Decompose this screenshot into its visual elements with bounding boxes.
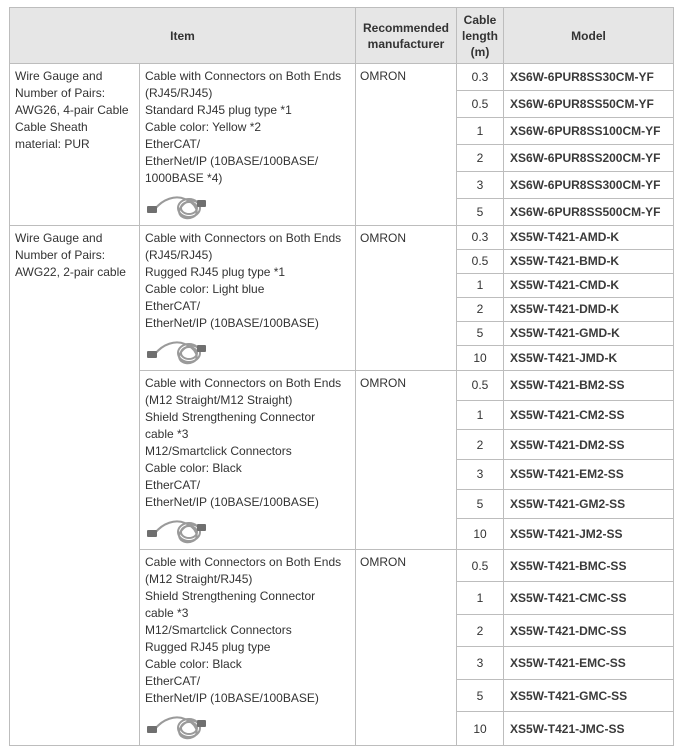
header-manufacturer <box>356 8 457 64</box>
cable-length-cell: 0.3 <box>457 64 504 91</box>
cable-description-line: M12/Smartclick Connectors <box>145 623 292 637</box>
manufacturer-cell: OMRON <box>356 226 457 371</box>
cable-description-line: Standard RJ45 plug type *1 <box>145 103 292 117</box>
rj45-coiled-cable-icon <box>145 189 207 223</box>
model-number-cell: XS5W-T421-DMC-SS <box>504 614 674 646</box>
cable-length-cell: 5 <box>457 321 504 345</box>
cable-description-cell <box>140 371 356 550</box>
cable-description-line: Cable color: Black <box>145 657 242 671</box>
cable-description-line: Shield Strengthening Connector <box>145 589 316 603</box>
cable-description-line: cable *3 <box>145 606 189 620</box>
model-number-cell: XS5W-T421-CMD-K <box>504 273 674 297</box>
cable-description-line: (RJ45/RJ45) <box>145 248 213 262</box>
cable-description-line: Cable color: Light blue <box>145 282 265 296</box>
model-number-cell: XS5W-T421-BMC-SS <box>504 550 674 582</box>
cable-length-cell: 10 <box>457 519 504 550</box>
cable-description-line: Cable with Connectors on Both Ends <box>145 555 342 569</box>
wire-spec-cell <box>10 64 140 226</box>
cable-description-line: Cable color: Black <box>145 461 242 475</box>
wire-spec-line: Number of Pairs: <box>15 86 106 100</box>
header-length-line: (m) <box>470 44 490 59</box>
manufacturer-cell: OMRON <box>356 371 457 550</box>
wire-spec-line: Wire Gauge and <box>15 69 103 83</box>
model-number-cell: XS5W-T421-JM2-SS <box>504 519 674 550</box>
cable-description-line: Cable color: Yellow *2 <box>145 120 262 134</box>
cable-description-line: EtherCAT/ <box>145 674 201 688</box>
cable-length-cell: 2 <box>457 297 504 321</box>
cable-description-cell <box>140 550 356 746</box>
cable-description-line: EtherNet/IP (10BASE/100BASE) <box>145 691 319 705</box>
rj45-coiled-cable-icon <box>145 334 207 368</box>
model-number-cell: XS5W-T421-EM2-SS <box>504 459 674 489</box>
cable-description-line: EtherCAT/ <box>145 137 201 151</box>
cable-description-line: 1000BASE *4) <box>145 171 223 185</box>
model-number-cell: XS6W-6PUR8SS500CM-YF <box>504 199 674 226</box>
cable-description-line: EtherCAT/ <box>145 478 201 492</box>
model-number-cell: XS5W-T421-BM2-SS <box>504 371 674 401</box>
model-number-cell: XS5W-T421-AMD-K <box>504 226 674 250</box>
header-length-line: length <box>462 28 498 43</box>
cable-length-cell: 0.5 <box>457 550 504 582</box>
cable-description-line: cable *3 <box>145 427 189 441</box>
model-number-cell: XS6W-6PUR8SS300CM-YF <box>504 172 674 199</box>
wire-spec-line: material: PUR <box>15 137 90 151</box>
cable-length-cell: 5 <box>457 489 504 519</box>
cable-spec-table <box>9 7 674 746</box>
cable-length-cell: 5 <box>457 679 504 711</box>
manufacturer-cell: OMRON <box>356 550 457 746</box>
model-number-cell: XS5W-T421-GMD-K <box>504 321 674 345</box>
model-number-cell: XS5W-T421-JMC-SS <box>504 712 674 746</box>
cable-description-line: Rugged RJ45 plug type *1 <box>145 265 286 279</box>
model-number-cell: XS5W-T421-CM2-SS <box>504 400 674 430</box>
cable-description-cell <box>140 64 356 226</box>
cable-length-cell: 5 <box>457 199 504 226</box>
cable-length-cell: 1 <box>457 400 504 430</box>
cable-description-line: EtherCAT/ <box>145 299 201 313</box>
model-number-cell: XS6W-6PUR8SS100CM-YF <box>504 118 674 145</box>
cable-description-line: EtherNet/IP (10BASE/100BASE) <box>145 316 319 330</box>
model-number-cell: XS5W-T421-DM2-SS <box>504 430 674 460</box>
cable-description-line: Cable with Connectors on Both Ends <box>145 231 342 245</box>
wire-spec-line: AWG26, 4-pair Cable <box>15 103 129 117</box>
cable-length-cell: 0.5 <box>457 249 504 273</box>
cable-description-line: Rugged RJ45 plug type <box>145 640 271 654</box>
cable-length-cell: 3 <box>457 647 504 679</box>
cable-length-cell: 10 <box>457 345 504 370</box>
cable-length-cell: 10 <box>457 712 504 746</box>
cable-length-cell: 0.5 <box>457 91 504 118</box>
wire-spec-line: Number of Pairs: <box>15 248 106 262</box>
cable-description-cell <box>140 226 356 371</box>
cable-length-cell: 2 <box>457 614 504 646</box>
cable-description-line: EtherNet/IP (10BASE/100BASE) <box>145 495 319 509</box>
cable-length-cell: 3 <box>457 172 504 199</box>
table-body <box>10 64 674 746</box>
header-item-label: Item <box>170 28 195 43</box>
header-model <box>504 8 674 64</box>
cable-length-cell: 1 <box>457 118 504 145</box>
cable-description-line: (M12 Straight/M12 Straight) <box>145 393 293 407</box>
header-length-line: Cable <box>463 12 497 27</box>
cable-length-cell: 1 <box>457 273 504 297</box>
header-item <box>10 8 356 64</box>
wire-spec-line: Wire Gauge and <box>15 231 103 245</box>
manufacturer-cell: OMRON <box>356 64 457 226</box>
table-row <box>10 64 674 91</box>
cable-length-cell: 2 <box>457 145 504 172</box>
cable-length-cell: 2 <box>457 430 504 460</box>
cable-length-cell: 1 <box>457 582 504 614</box>
wire-spec-cell <box>10 226 140 746</box>
model-number-cell: XS6W-6PUR8SS50CM-YF <box>504 91 674 118</box>
wire-spec-line: AWG22, 2-pair cable <box>15 265 126 279</box>
header-row <box>10 8 674 64</box>
model-number-cell: XS5W-T421-GMC-SS <box>504 679 674 711</box>
model-number-cell: XS5W-T421-DMD-K <box>504 297 674 321</box>
cable-description-line: Cable with Connectors on Both Ends <box>145 69 342 83</box>
model-number-cell: XS5W-T421-GM2-SS <box>504 489 674 519</box>
model-number-cell: XS6W-6PUR8SS30CM-YF <box>504 64 674 91</box>
cable-description-line: EtherNet/IP (10BASE/100BASE/ <box>145 154 319 168</box>
model-number-cell: XS5W-T421-CMC-SS <box>504 582 674 614</box>
cable-length-cell: 0.5 <box>457 371 504 401</box>
cable-length-cell: 3 <box>457 459 504 489</box>
cable-description-line: Shield Strengthening Connector <box>145 410 316 424</box>
model-number-cell: XS6W-6PUR8SS200CM-YF <box>504 145 674 172</box>
table-row <box>10 226 674 250</box>
cable-description-line: Cable with Connectors on Both Ends <box>145 376 342 390</box>
model-number-cell: XS5W-T421-EMC-SS <box>504 647 674 679</box>
header-manufacturer-line: manufacturer <box>367 36 445 51</box>
header-model-label: Model <box>571 28 606 43</box>
m12-coiled-cable-icon <box>145 513 207 547</box>
wire-spec-line: Cable Sheath <box>15 120 88 134</box>
model-number-cell: XS5W-T421-JMD-K <box>504 345 674 370</box>
cable-description-line: (RJ45/RJ45) <box>145 86 213 100</box>
header-cable-length <box>457 8 504 64</box>
cable-description-line: (M12 Straight/RJ45) <box>145 572 253 586</box>
cable-description-line: M12/Smartclick Connectors <box>145 444 292 458</box>
model-number-cell: XS5W-T421-BMD-K <box>504 249 674 273</box>
header-manufacturer-line: Recommended <box>362 20 450 35</box>
cable-length-cell: 0.3 <box>457 226 504 250</box>
